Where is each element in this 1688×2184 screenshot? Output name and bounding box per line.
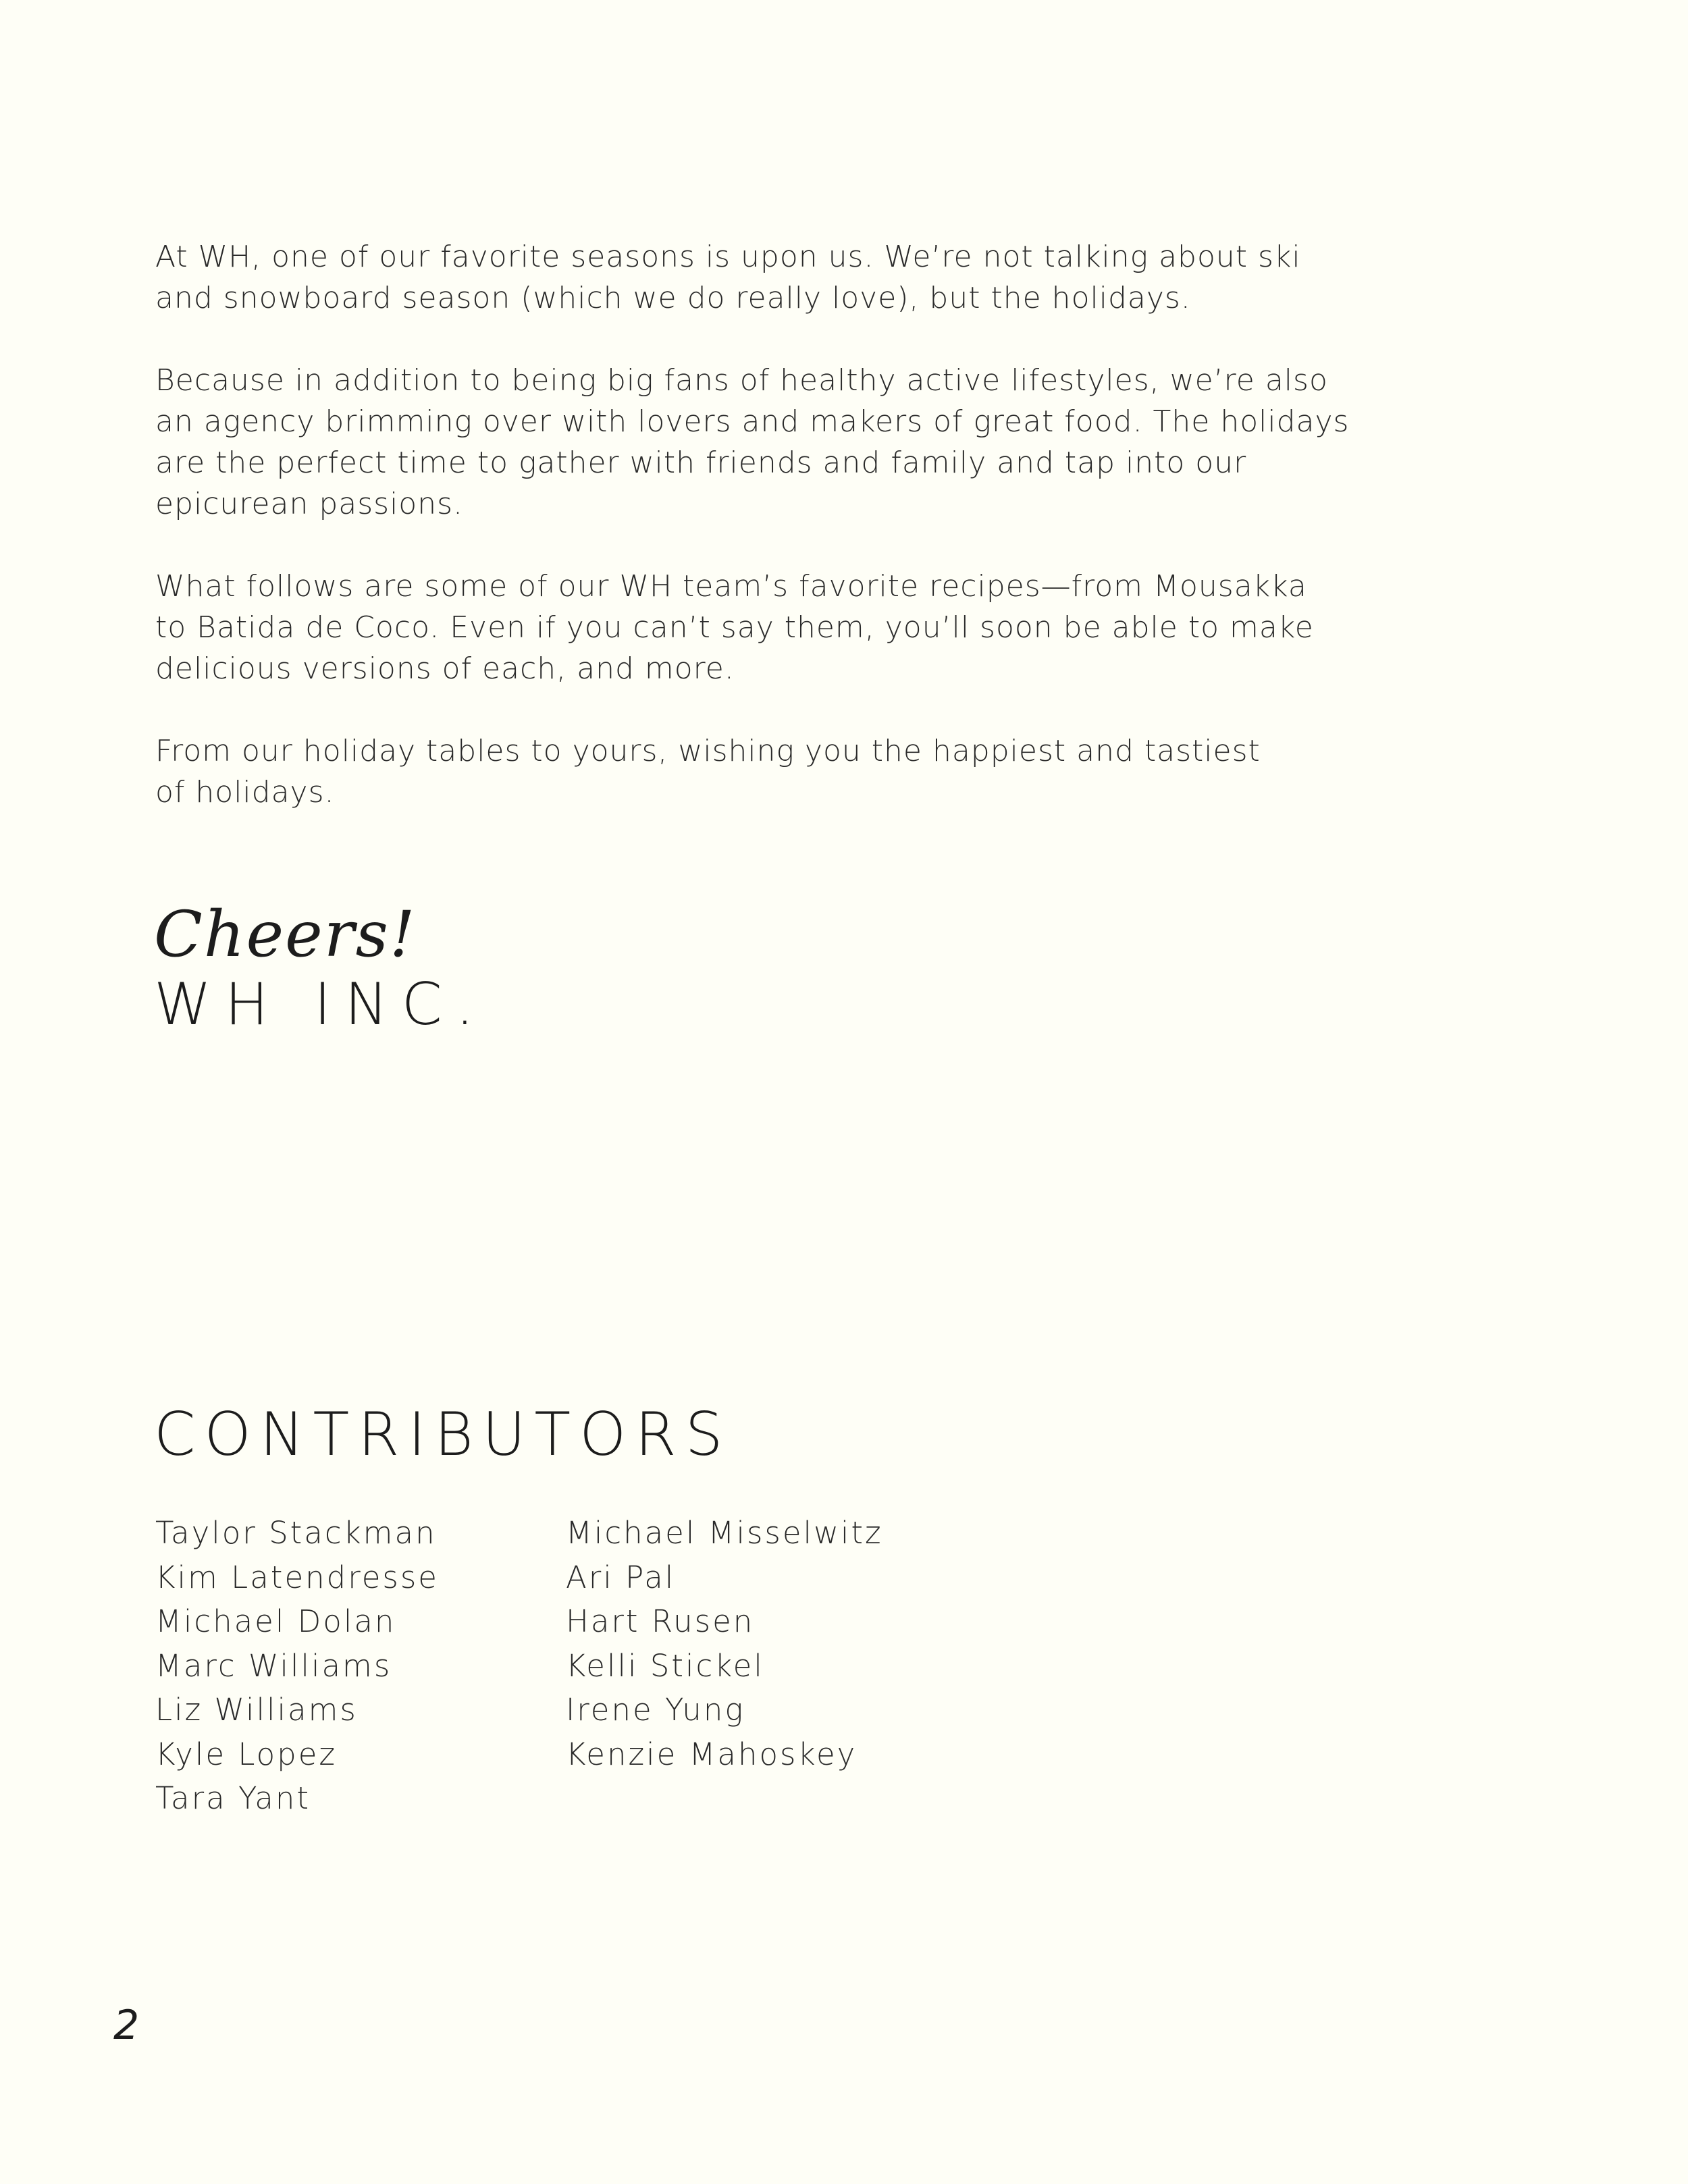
contributor-name: Michael Dolan	[155, 1603, 396, 1639]
contributor-name: Marc Williams	[155, 1647, 392, 1684]
contributor-name: Liz Williams	[155, 1692, 358, 1728]
contributor-name: Ari Pal	[566, 1559, 676, 1595]
contributor-name: Kim Latendresse	[155, 1559, 439, 1595]
page-number: 2	[113, 2002, 140, 2049]
contributor-name: Kelli Stickel	[566, 1647, 764, 1684]
contributor-name: Kenzie Mahoskey	[566, 1736, 858, 1772]
intro-paragraph-2: Because in addition to being big fans of healthy active lifestyles, we’re also an agency brimming over with lovers and makers of great food. The holidays are the perfect time to gather with friends and family and tap into our epicurean passions.	[155, 363, 1350, 521]
intro-paragraph-1: At WH, one of our favorite seasons is upon us. We’re not talking about ski and snowboard season (which we do really love), but the holidays.	[155, 240, 1301, 315]
signoff	[154, 898, 487, 1038]
contributor-name: Taylor Stackman	[155, 1515, 437, 1551]
intro-paragraph-4: From our holiday tables to yours, wishing you the happiest and tastiest of holidays.	[155, 734, 1261, 809]
contributor-name: Irene Yung	[566, 1692, 745, 1728]
contributor-name: Tara Yant	[155, 1780, 311, 1816]
cheers-signature: Cheers!	[154, 898, 417, 971]
intro-paragraph-3: What follows are some of our WH team’s favorite recipes—from Mousakka to Batida de Coco. Even if you can’t say them, you’ll soon be able to make delicious versions of each, and more.	[155, 569, 1314, 686]
contributors-heading: CONTRIBUTORS	[154, 1400, 732, 1469]
company-name: WH INC.	[154, 971, 488, 1038]
intro-text	[155, 236, 1438, 854]
contributors-column-1	[155, 1511, 439, 1821]
contributor-name: Kyle Lopez	[155, 1736, 338, 1772]
contributors-column-2	[566, 1511, 883, 1776]
contributor-name: Hart Rusen	[566, 1603, 755, 1639]
contributor-name: Michael Misselwitz	[566, 1515, 883, 1551]
